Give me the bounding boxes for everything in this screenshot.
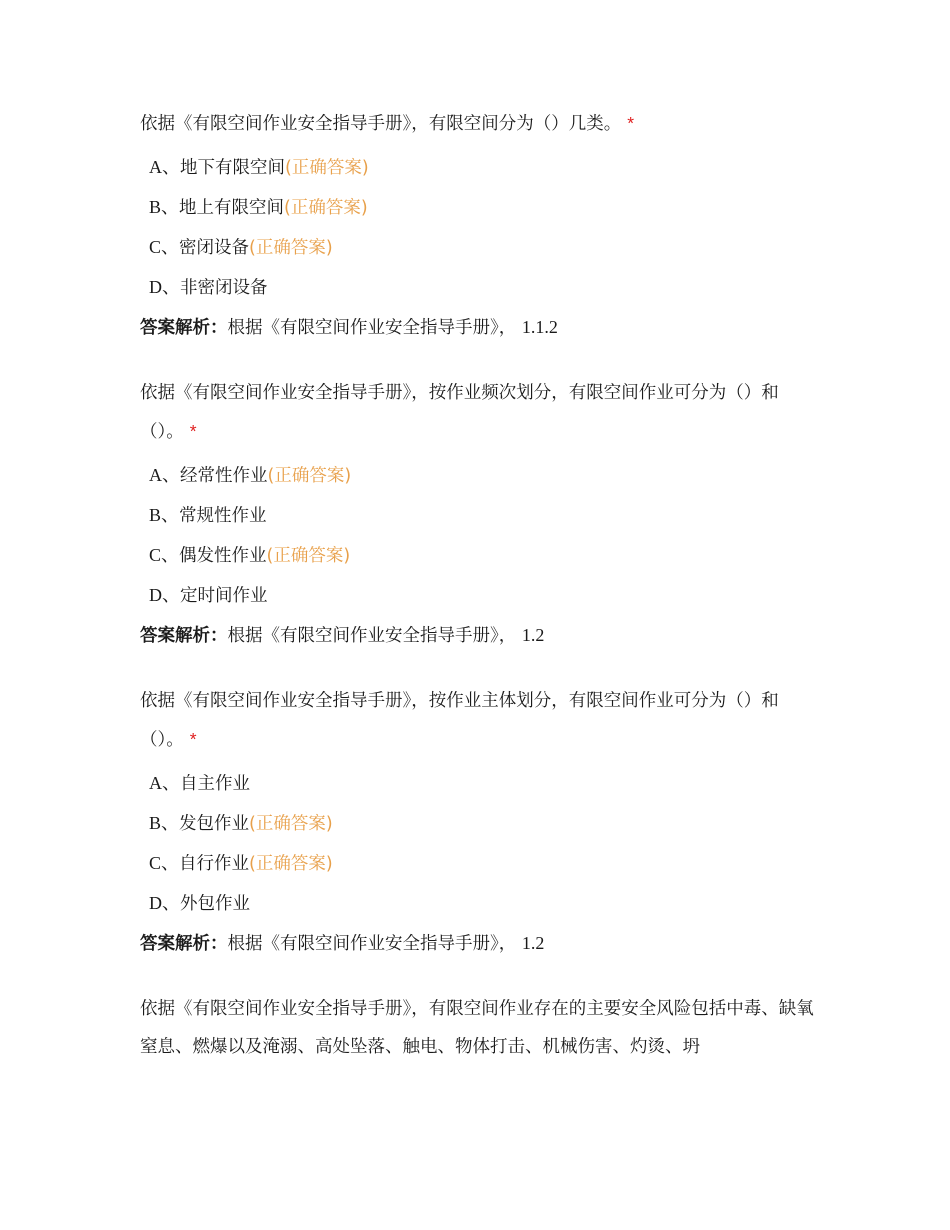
question-2 — [140, 374, 820, 656]
required-mark: * — [627, 113, 635, 133]
option-letter: C、 — [149, 237, 180, 257]
option-letter: C、 — [149, 853, 180, 873]
option-list — [140, 147, 820, 307]
question-text: 依据《有限空间作业安全指导手册》，按作业主体划分，有限空间作业可分为（）和（）。 * — [140, 691, 779, 750]
option-letter: B、 — [149, 197, 180, 217]
question-4 — [140, 990, 820, 1066]
correct-answer-tag: (正确答案) — [285, 158, 369, 178]
option-a[interactable] — [149, 455, 820, 495]
analysis-text: 根据《有限空间作业安全指导手册》， — [227, 318, 517, 338]
option-letter: C、 — [149, 545, 180, 565]
analysis-reference: 1.2 — [521, 625, 545, 645]
option-letter: D、 — [149, 277, 180, 297]
analysis-label: 答案解析： — [140, 934, 228, 954]
option-c[interactable] — [149, 843, 820, 883]
answer-analysis — [140, 307, 820, 348]
option-letter: A、 — [149, 773, 180, 793]
option-b[interactable] — [149, 495, 820, 535]
correct-answer-tag: (正确答案) — [249, 814, 333, 834]
question-text: 依据《有限空间作业安全指导手册》，有限空间作业存在的主要安全风险包括中毒、缺氧窒息、燃爆以及淹溺、高处坠落、触电、物体打击、机械伤害、灼烫、坍 — [140, 999, 814, 1057]
analysis-label: 答案解析： — [140, 318, 228, 338]
option-list — [140, 455, 820, 615]
option-c[interactable] — [149, 535, 820, 575]
option-b[interactable] — [149, 187, 820, 227]
option-c[interactable] — [149, 227, 820, 267]
option-text: 地下有限空间 — [180, 158, 285, 178]
option-letter: B、 — [149, 813, 180, 833]
option-letter: D、 — [149, 893, 180, 913]
option-text: 地上有限空间 — [179, 198, 285, 218]
question-1 — [140, 104, 820, 348]
option-a[interactable] — [149, 147, 820, 187]
answer-analysis — [140, 615, 820, 656]
option-text: 定时间作业 — [180, 586, 268, 606]
option-letter: A、 — [149, 157, 180, 177]
option-d[interactable] — [149, 575, 820, 615]
option-d[interactable] — [149, 883, 820, 923]
option-text: 发包作业 — [179, 814, 250, 834]
question-3 — [140, 682, 820, 964]
option-list — [140, 763, 820, 923]
option-text: 自行作业 — [179, 854, 250, 874]
correct-answer-tag: (正确答案) — [266, 546, 351, 566]
analysis-reference: 1.1.2 — [521, 317, 558, 337]
required-mark: * — [189, 421, 197, 441]
option-d[interactable] — [149, 267, 820, 307]
correct-answer-tag: (正确答案) — [284, 198, 368, 218]
option-b[interactable] — [149, 803, 820, 843]
correct-answer-tag: (正确答案) — [249, 238, 333, 258]
option-letter: A、 — [149, 465, 180, 485]
correct-answer-tag: (正确答案) — [267, 466, 352, 486]
option-letter: D、 — [149, 585, 180, 605]
analysis-text: 根据《有限空间作业安全指导手册》， — [227, 626, 517, 646]
answer-analysis — [140, 923, 820, 964]
analysis-text: 根据《有限空间作业安全指导手册》， — [227, 934, 517, 954]
option-text: 偶发性作业 — [179, 546, 267, 566]
option-text: 密闭设备 — [179, 238, 250, 258]
option-text: 常规性作业 — [179, 506, 267, 526]
option-text: 外包作业 — [180, 894, 250, 914]
required-mark: * — [189, 729, 197, 749]
correct-answer-tag: (正确答案) — [249, 854, 333, 874]
question-text: 依据《有限空间作业安全指导手册》，有限空间分为（）几类。 * — [140, 113, 635, 134]
analysis-label: 答案解析： — [140, 626, 228, 646]
option-a[interactable] — [149, 763, 820, 803]
option-text: 自主作业 — [180, 774, 250, 794]
option-text: 经常性作业 — [180, 466, 268, 486]
option-letter: B、 — [149, 505, 180, 525]
question-text: 依据《有限空间作业安全指导手册》，按作业频次划分，有限空间作业可分为（）和（）。 * — [140, 383, 779, 442]
analysis-reference: 1.2 — [521, 933, 545, 953]
quiz-document — [140, 104, 820, 1092]
option-text: 非密闭设备 — [180, 278, 268, 298]
